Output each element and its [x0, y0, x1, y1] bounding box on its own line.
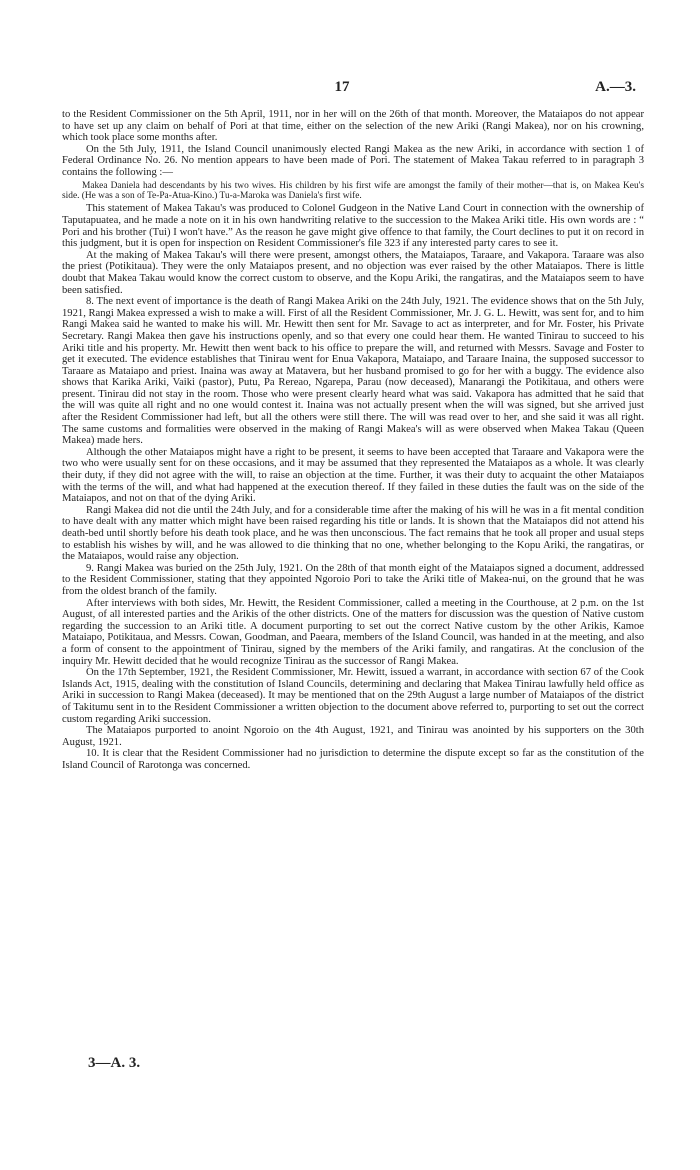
paragraph: The Mataiapos purported to anoint Ngoroio on the 4th August, 1921, and Tinirau was anointed by his supporters on the 30th August, 1921. — [62, 725, 644, 748]
paragraph: Although the other Mataiapos might have a right to be present, it seems to have been accepted that Taraare and Vakapora were the two who were usually sent for on these occasions, and it may be assumed that they represented the Mataiapos as a whole. It was clearly their duty, if they did not agree with the will, to raise an objection at the time. Further, it was their duty to acquaint the other Mataiapos with the terms of the will, and what had happened at the execution thereof. If they failed in these duties the fault was on the side of the Mataiapos, and not on that of the dying Ariki. — [62, 446, 644, 505]
paragraph: 9. Rangi Makea was buried on the 25th July, 1921. On the 28th of that month eight of the Mataiapos signed a document, addressed to the Resident Commissioner, stating that they appointed Ngoroio Pori to take the Ariki title of Makea-nui, on the ground that he was from the oldest branch of the family. — [62, 562, 644, 597]
paragraph: On the 5th July, 1911, the Island Council unanimously elected Rangi Makea as the new Ariki, in accordance with section 1 of Federal Ordinance No. 26. No mention appears to have been made of Pori. The statement of Makea Takau referred to in paragraph 3 contains the following :— — [62, 143, 644, 178]
paragraph: At the making of Makea Takau's will there were present, amongst others, the Mataiapos, Taraare, and Vakapora. Taraare was also the priest (Potikitaua). They were the only Mataiapos present, and no objection was ever raised by the other Mataiapos. There is little doubt that Makea Takau would know the correct custom to observe, and the Kopu Ariki, the rangatiras, and the Mataiapos seem to have been satisfied. — [62, 249, 644, 296]
paragraph: This statement of Makea Takau's was produced to Colonel Gudgeon in the Native Land Court in connection with the ownership of Taputapuatea, and he made a note on it in his own handwriting relative to the succession to the Makea Ariki title. His own words are : “ Pori and his brother (Tui) I won't have.” As the reason he gave might give offence to that family, the Court declines to put it on record in this judgment, but it is open for inspection on Resident Commissioner's file 323 if any interested party cares to see it. — [62, 203, 644, 250]
sheet-signature: 3—A. 3. — [88, 1055, 141, 1071]
paragraph: Rangi Makea did not die until the 24th July, and for a considerable time after the making of his will he was in a fit mental condition to have dealt with any matter which might have been raised regarding his title or lands. It is shown that the Mataiapos did not attend his death-bed until shortly before his death took place, and he was then unconscious. The fact remains that he took all proper and usual steps to establish his wishes by will, and he was allowed to die thinking that no one, whether belonging to the Kopu Ariki, the rangatiras, or the Mataiapos, would raise any objection. — [62, 504, 644, 563]
page-number: 17 — [334, 79, 350, 95]
paragraph: to the Resident Commissioner on the 5th April, 1911, nor in her will on the 26th of that month. Moreover, the Mataiapos do not appear to have set up any claim on behalf of Pori at that time, either on the selection of the new Ariki (Rangi Makea), nor on his crowning, which took place some months after. — [62, 109, 644, 144]
paragraph: After interviews with both sides, Mr. Hewitt, the Resident Commissioner, called a meeting in the Courthouse, at 2 p.m. on the 1st August, of all interested parties and the Arikis of the other districts. One of the matters for discussion was the question of Native custom regarding the succession to an Ariki title. A document purporting to set out the correct Native custom by the other Arikis, Kamoe Mataiapo, Potikitaua, and Messrs. Cowan, Goodman, and Paeara, members of the Island Council, was handed in at the meeting, and also a form of consent to the appointment of Tinirau, signed by the members of the Ariki family, and rangatiras. At the conclusion of the inquiry Mr. Hewitt decided that he would recognize Tinirau as the successor of Rangi Makea. — [62, 597, 644, 667]
paragraph: 10. It is clear that the Resident Commissioner had no jurisdiction to determine the dispute except so far as the constitution of the Island Council of Rarotonga was concerned. — [62, 748, 644, 771]
document-reference: A.—3. — [595, 79, 636, 95]
paragraph: 8. The next event of importance is the death of Rangi Makea Ariki on the 24th July, 1921. The evidence shows that on the 5th July, 1921, Rangi Makea expressed a wish to make a will. First of all the Resident Commissioner, Mr. J. G. L. Hewitt, was sent for, and to him Rangi Makea said he wanted to make his will. Mr. Hewitt then sent for Mr. Savage to act as interpreter, and for Mr. Foster, his Private Secretary. Rangi Makea then gave his instructions openly, and so that every one could hear them. He wanted Tinirau to succeed to his Ariki title and his property. Mr. Hewitt then went back to his office to prepare the will, and returned with Messrs. Savage and Foster to get it executed. The evidence establishes that Tinirau went for Enua Vakapora, Mataiapo, and Taraare Inaina, the supposed successor to Taraare as Mataiapo and priest. Inaina was away at Matavera, but her husband promised to go for her with a buggy. The evidence also shows that Karika Ariki, Vaiki (pastor), Putu, Pa Rereao, Ngarepa, Parau (now deceased), Manarangi the Potikitaua, and others were present. Tinirau did not stay in the room. Those who were present clearly heard what was said. Vakapora has admitted that he said that the will was quite all right and no one would contest it. Inaina was not actually present when the will was signed, but she arrived just after the Resident Commissioner had left, but all the others were still there. The will was read over to her, and she said it was all right. The same customs and formalities were observed in the making of Rangi Makea's will as were observed when Makea Takau (Queen Makea) made hers. — [62, 296, 645, 447]
body-text — [62, 109, 644, 771]
paragraph: On the 17th September, 1921, the Resident Commissioner, Mr. Hewitt, issued a warrant, in accordance with section 67 of the Cook Islands Act, 1915, dealing with the constitution of Island Councils, determining and declaring that Makea Tinirau lawfully held office as Ariki in succession to Rangi Makea (deceased). It may be mentioned that on the 29th August a large number of Mataiapos of the district of Takitumu sent in to the Resident Commissioner a written objection to the document above referred to, purporting to set out the correct custom regarding Ariki succession. — [62, 667, 644, 725]
quoted-statement: Makea Daniela had descendants by his two wives. His children by his first wife are amongst the family of their mother—that is, on Makea Keu's side. (He was a son of Te-Pa-Atua-Kino.) Tu-a-Maroka was Daniela's first wife. — [62, 180, 644, 201]
